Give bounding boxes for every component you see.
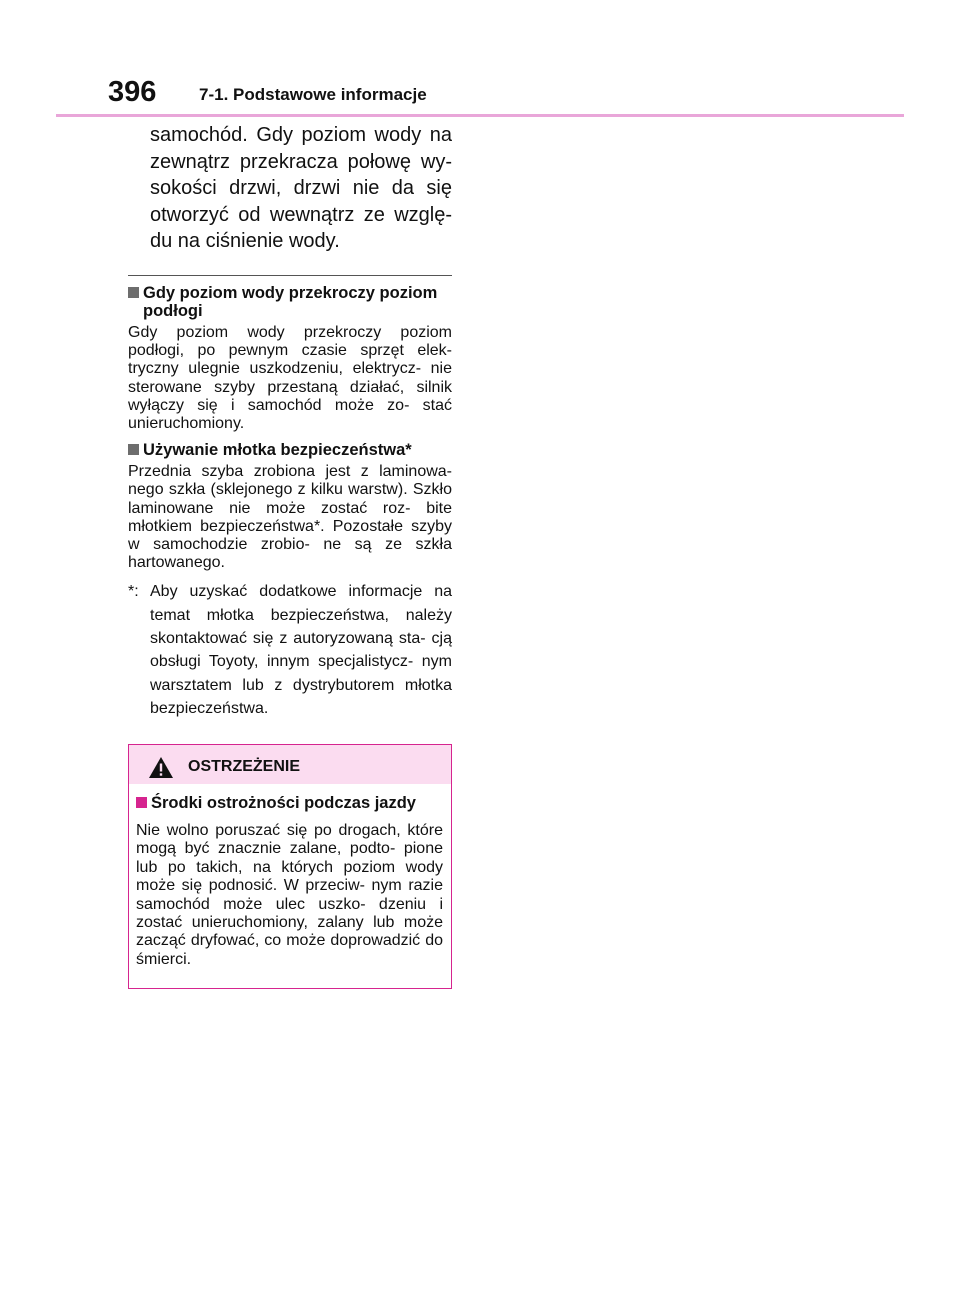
- main-content: [128, 122, 452, 720]
- warning-header: [129, 745, 451, 784]
- warning-box: [128, 744, 452, 989]
- warning-paragraph: Nie wolno poruszać się po drogach, które mogą być znacznie zalane, podto- pione lub po takich, na których poziom wody może się podnosić. W przeciw- nym razie samochód może ulec uszko- dzeniu i zostać unieruchomiony, zalany lub może zacząć dryfować, co może doprowadzić do śmierci.: [136, 822, 443, 968]
- page-header: [0, 0, 960, 118]
- section-heading: [128, 441, 452, 459]
- warning-triangle-icon: [148, 756, 174, 779]
- section-paragraph: Gdy poziom wody przekroczy poziom podłogi, po pewnym czasie sprzęt elek- tryczny ulegnie uszkodzeniu, elektrycz- nie sterowane szyby przestaną działać, silnik wyłączy się i samochód może zo- stać unieruchomiony.: [128, 323, 452, 432]
- section-heading-text: Używanie młotka bezpieczeństwa*: [143, 441, 412, 460]
- intro-paragraph: samochód. Gdy poziom wody na zewnątrz przekracza połowę wy- sokości drzwi, drzwi nie da się otworzyć od wewnątrz ze wzglę- du na ciśnienie wody.: [150, 124, 452, 253]
- gray-square-bullet-icon: [128, 444, 139, 455]
- warning-title: OSTRZEŻENIE: [188, 758, 301, 775]
- section-paragraph: Przednia szyba zrobiona jest z laminowa- nego szkła (sklejonego z kilku warstw). Szkło laminowane nie może zostać roz- bite młotkiem bezpieczeństwa*. Pozostałe szyby w samochodzie zrobio- ne są ze szkła hartowanego.: [128, 463, 452, 572]
- footnote-text: Aby uzyskać dodatkowe informacje na temat młotka bezpieczeństwa, należy skontaktować się z autoryzowaną sta- cją obsługi Toyoty, innym specjalistycz- nym warsztatem lub z dystrybutorem młotka bezpieczeństwa.: [150, 583, 452, 717]
- section-heading-text: Gdy poziom wody przekroczy poziom podłogi: [143, 283, 438, 320]
- section-title: 7-1. Podstawowe informacje: [199, 85, 427, 104]
- section-heading: [128, 284, 452, 320]
- footnote: [128, 580, 452, 720]
- header-rule: [56, 114, 904, 117]
- gray-square-bullet-icon: [128, 287, 139, 298]
- warning-heading-text: Środki ostrożności podczas jazdy: [151, 794, 416, 812]
- section-divider: [128, 275, 452, 276]
- footnote-mark: *:: [128, 583, 139, 601]
- warning-body: [129, 784, 451, 969]
- pink-square-bullet-icon: [136, 797, 147, 808]
- warning-heading: [136, 794, 443, 812]
- page-number: 396: [108, 76, 157, 108]
